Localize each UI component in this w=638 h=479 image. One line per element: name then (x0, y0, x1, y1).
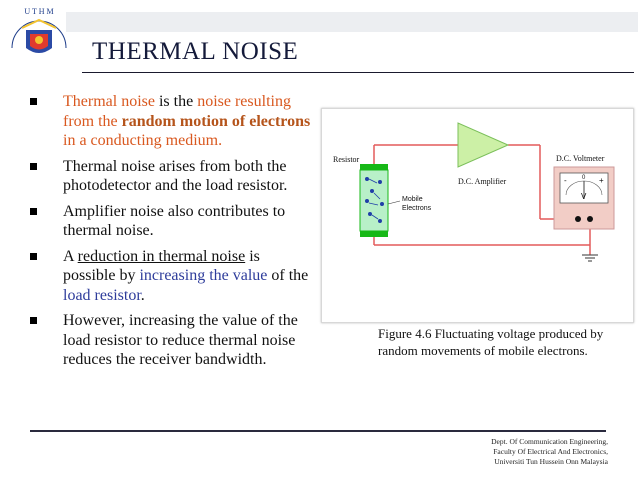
pointer-line (388, 201, 400, 204)
bullet-text: of the (267, 267, 309, 284)
bullet-text: . (140, 286, 145, 304)
bullet-text: in a conducting medium. (63, 132, 223, 149)
bullet-item (30, 202, 314, 241)
title-divider (82, 72, 634, 73)
amplifier-triangle (458, 123, 508, 167)
circuit-diagram (322, 109, 633, 322)
bullet-text: Amplifier noise also contributes to thermal noise. (63, 202, 286, 239)
meter-terminal (575, 216, 581, 222)
meter-terminal (587, 216, 593, 222)
circuit-figure (321, 108, 634, 323)
bullet-text: random motion of electrons (121, 112, 311, 130)
uthm-logo (2, 0, 76, 78)
bullet-marker-icon (30, 208, 37, 215)
footer-line: Faculty Of Electrical And Electronics, (493, 447, 608, 456)
bullet-text: increasing the value (139, 267, 268, 284)
bullet-text: A (63, 247, 78, 265)
bullet-marker-icon (30, 163, 37, 170)
bullet-text: is the (154, 93, 198, 110)
ground-symbol (582, 255, 598, 261)
resistor-body (360, 170, 388, 231)
electrons-label: Electrons (402, 205, 432, 212)
meter-unit: V (581, 192, 587, 201)
meter-plus: + (599, 176, 604, 185)
footer-divider (30, 430, 606, 432)
logo-shield (22, 20, 56, 53)
bullet-item (30, 157, 314, 196)
footer-affiliation (430, 437, 608, 467)
bullet-text: However, increasing the value of the load resistor to reduce thermal noise reduces the receiver bandwidth. (63, 312, 298, 368)
bullet-marker-icon (30, 317, 37, 324)
bullet-text: load resistor (63, 286, 141, 304)
figure-caption: Figure 4.6 Fluctuating voltage produced by random movements of mobile electrons. (378, 326, 604, 358)
meter-zero: 0 (582, 175, 586, 181)
bullet-text: noise resulting from the (63, 93, 291, 130)
bullet-item (30, 247, 314, 306)
logo-text: U T H M (24, 7, 54, 16)
bullet-item (30, 92, 314, 151)
bullet-item (30, 311, 314, 370)
bullet-marker-icon (30, 253, 37, 260)
top-banner (66, 12, 638, 32)
resistor-bottom-lead (360, 231, 388, 237)
meter-minus: - (564, 176, 567, 185)
bullet-text: Thermal noise (63, 93, 155, 110)
footer-line: Universiti Tun Hussein Onn Malaysia (494, 457, 608, 466)
electrons-label: Mobile (402, 196, 423, 203)
bullet-text: is possible by (63, 247, 260, 284)
amplifier-label: D.C. Amplifier (458, 177, 507, 186)
slide-title: THERMAL NOISE (92, 38, 299, 65)
resistor-label: Resistor (333, 155, 360, 164)
bullet-marker-icon (30, 98, 37, 105)
footer-line: Dept. Of Communication Engineering, (491, 437, 608, 446)
bullet-list (30, 92, 314, 376)
bullet-text: reduction in thermal noise (77, 247, 246, 265)
resistor-top-lead (360, 164, 388, 170)
bullet-text: Thermal noise arises from both the photodetector and the load resistor. (63, 157, 288, 194)
voltmeter-label: D.C. Voltmeter (556, 154, 605, 163)
